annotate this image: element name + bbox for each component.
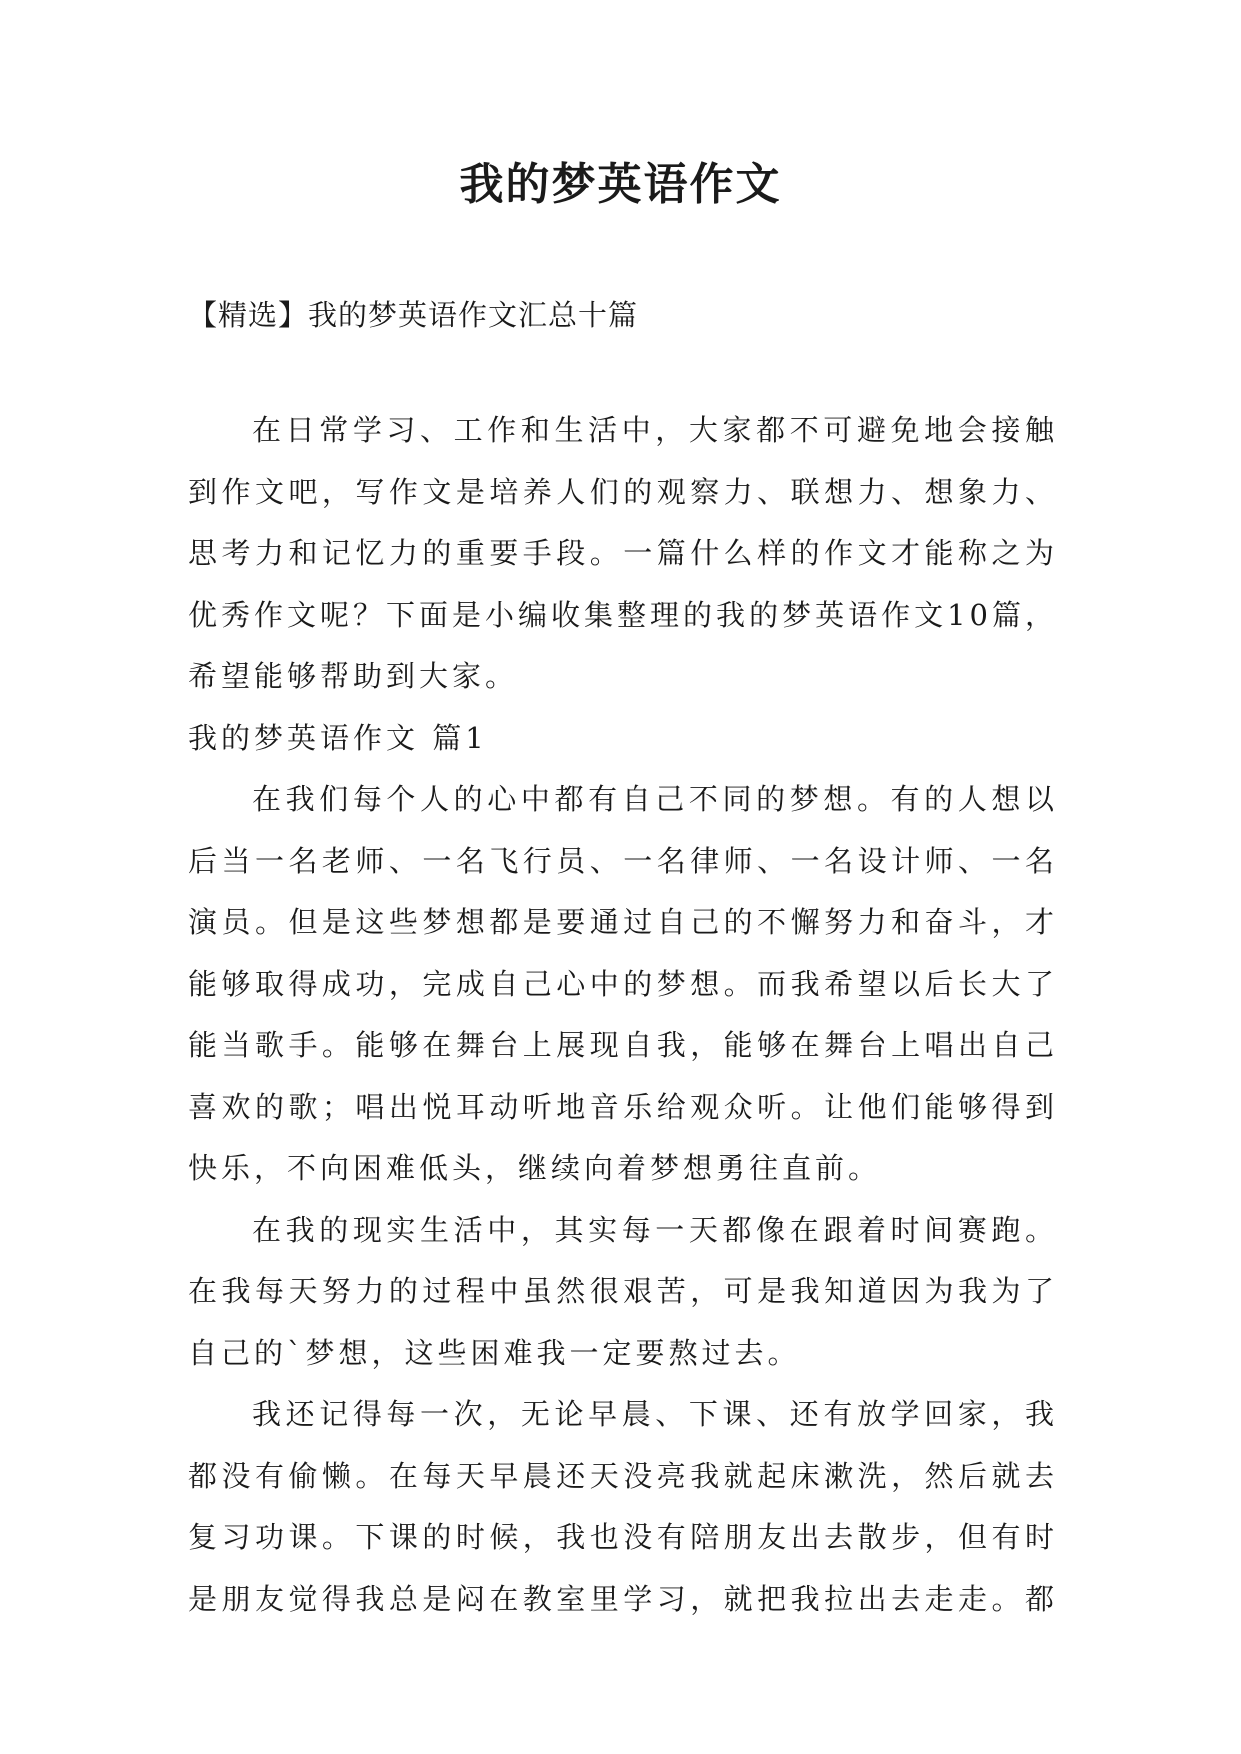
paragraph-line: 演员。但是这些梦想都是要通过自己的不懈努力和奋斗，才 bbox=[188, 905, 1058, 939]
paragraph-line: 在我们每个人的心中都有自己不同的梦想。有的人想以 bbox=[252, 782, 1058, 816]
paragraph-line: 自己的`梦想，这些困难我一定要熬过去。 bbox=[188, 1335, 801, 1370]
document-body bbox=[188, 400, 1058, 1630]
document-title: 我的梦英语作文 bbox=[459, 159, 782, 210]
paragraph-line: 能当歌手。能够在舞台上展现自我，能够在舞台上唱出自己 bbox=[188, 1028, 1058, 1062]
paragraph-line: 后当一名老师、一名飞行员、一名律师、一名设计师、一名 bbox=[188, 843, 1058, 878]
document-subtitle: 【精选】我的梦英语作文汇总十篇 bbox=[188, 298, 639, 332]
paragraph-line: 在我每天努力的过程中虽然很艰苦，可是我知道因为我为了 bbox=[188, 1274, 1058, 1308]
section-heading: 我的梦英语作文 篇1 bbox=[188, 720, 488, 755]
paragraph-line: 都没有偷懒。在每天早晨还天没亮我就起床漱洗，然后就去 bbox=[188, 1458, 1058, 1493]
paragraph-line: 思考力和记忆力的重要手段。一篇什么样的作文才能称之为 bbox=[188, 536, 1058, 570]
paragraph-line: 优秀作文呢？下面是小编收集整理的我的梦英语作文10篇， bbox=[188, 597, 1058, 632]
paragraph-line: 我还记得每一次，无论早晨、下课、还有放学回家，我 bbox=[252, 1397, 1058, 1431]
paragraph-line: 是朋友觉得我总是闷在教室里学习，就把我拉出去走走。都 bbox=[188, 1581, 1058, 1616]
paragraph-line: 希望能够帮助到大家。 bbox=[188, 659, 519, 693]
paragraph-line: 在日常学习、工作和生活中，大家都不可避免地会接触 bbox=[252, 413, 1058, 447]
paragraph-line: 快乐，不向困难低头，继续向着梦想勇往直前。 bbox=[188, 1151, 882, 1185]
paragraph-line: 到作文吧，写作文是培养人们的观察力、联想力、想象力、 bbox=[188, 474, 1058, 509]
paragraph-line: 能够取得成功，完成自己心中的梦想。而我希望以后长大了 bbox=[188, 966, 1058, 1001]
paragraph-line: 复习功课。下课的时候，我也没有陪朋友出去散步，但有时 bbox=[188, 1520, 1058, 1554]
paragraph-line: 在我的现实生活中，其实每一天都像在跟着时间赛跑。 bbox=[252, 1212, 1058, 1247]
paragraph-line: 喜欢的歌；唱出悦耳动听地音乐给观众听。让他们能够得到 bbox=[188, 1089, 1058, 1124]
